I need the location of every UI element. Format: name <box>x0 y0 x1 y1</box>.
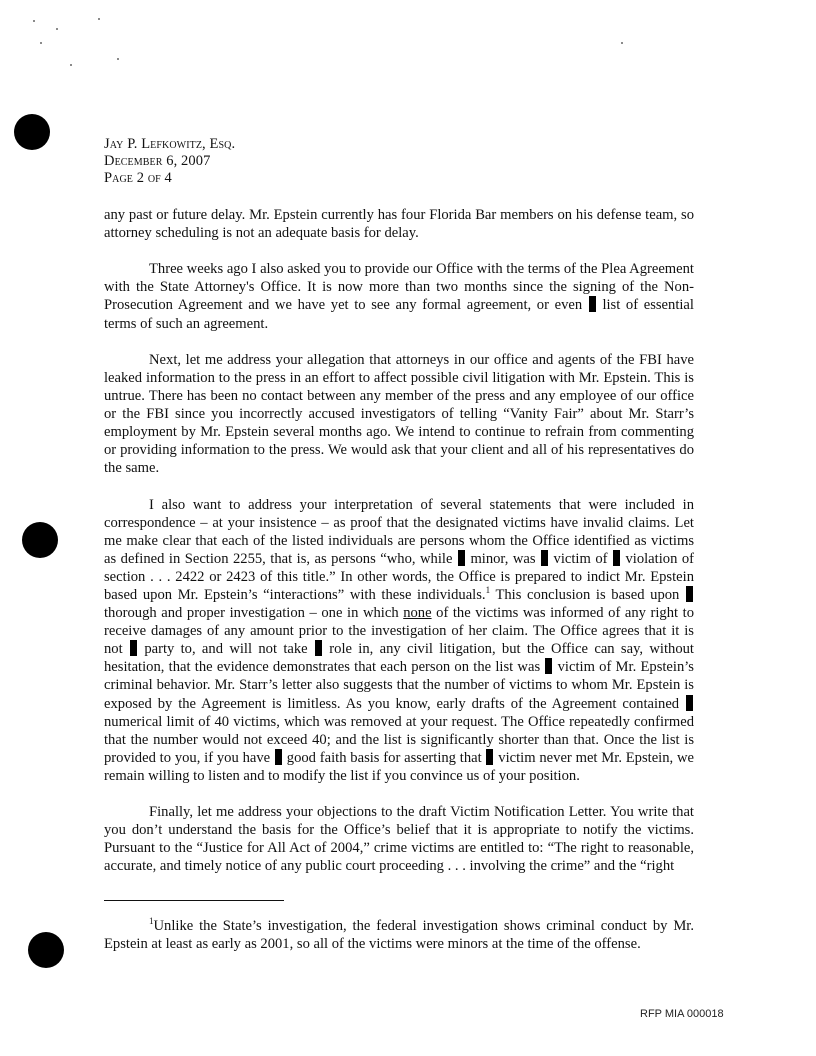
paragraph-3: Next, let me address your allegation that attorneys in our office and agents of the FBI have leaked information to the press in an effort to affect possible civil litigation with Mr. Epstein. This is untrue. There has been no contact between any member of the press and any employee of our office or the FBI since you incorrectly accused investigators of telling “Vanity Fair” about Mr. Starr’s employment by Mr. Epstein several months ago. We intend to continue to refrain from commenting or providing information to the press. We would ask that your client and all of his representatives do the same. <box>104 351 694 477</box>
footnote-marker: 1 <box>149 916 154 927</box>
scan-speck <box>33 20 35 22</box>
footnote <box>104 917 694 953</box>
scan-speck <box>40 42 42 44</box>
paragraph-5: Finally, let me address your objections to the draft Victim Notification Letter. You write that you don’t understand the basis for the Office’s belief that it is appropriate to notify the victims. Pursuant to the “Justice for All Act of 2004,” crime victims are entitled to: “The right to reasonable, accurate, and timely notice of any public court proceeding . . . involving the crime” and the “right <box>104 804 694 875</box>
scan-speck <box>70 64 72 66</box>
redaction-bar <box>545 658 552 674</box>
paragraph-4-text-11: numerical limit of 40 victims, which was removed at your request. The Office repeatedly confirmed that the number would not exceed 40; and the list is significantly shorter than that. Once the list is provided to you, if you have <box>104 713 694 766</box>
paragraph-4-text-4: violation of section . . . 2422 or 2423 of this title.” In other words, the Office is prepared to indict Mr. Epstein based upon Mr. Epstein’s “interactions” with these individuals. <box>104 550 695 603</box>
paragraph-4-text-13: victim never met Mr. Epstein, we remain willing to listen and to modify the list if you convince us of your position. <box>104 749 695 784</box>
footnote-text: Unlike the State’s investigation, the federal investigation shows criminal conduct by Mr. Epstein at least as early as 2001, so all of the victims were minors at the time of the offense. <box>104 918 694 953</box>
paragraph-4-text-5: This conclusion is based upon <box>490 586 680 603</box>
redaction-bar <box>315 640 322 656</box>
paragraph-4-text-12: good faith basis for asserting that <box>286 749 482 766</box>
redaction-bar <box>589 296 596 312</box>
scan-speck <box>98 18 100 20</box>
redaction-bar <box>486 749 493 765</box>
punch-hole-top <box>14 114 50 150</box>
redaction-bar <box>130 640 137 656</box>
bates-number: RFP MIA 000018 <box>640 1008 724 1020</box>
scan-speck <box>56 28 58 30</box>
underlined-none: none <box>403 605 432 622</box>
paragraph-4-text-9: role in, any civil litigation, but the Office can say, without hesitation, that the evidence demonstrates that each person on the list was <box>104 641 694 676</box>
scan-speck <box>621 42 623 44</box>
paragraph-4-text-8: party to, and will not take <box>144 641 308 658</box>
punch-hole-bottom <box>28 932 64 968</box>
scan-speck <box>117 58 119 60</box>
paragraph-2-text-a: Three weeks ago I also asked you to provide our Office with the terms of the Plea Agreement with the State Attorney's Office. It is now more than two months since the signing of the Non-Prosecution Agreement and we have yet to see any formal agreement, or even <box>104 261 694 314</box>
redaction-bar <box>686 695 693 711</box>
letter-date: December 6, 2007 <box>104 153 211 169</box>
letter-body <box>104 206 694 894</box>
page-number: Page 2 of 4 <box>104 170 172 186</box>
paragraph-2-text-b: list of essential terms of such an agreement. <box>104 297 694 332</box>
redaction-bar <box>541 550 548 566</box>
paragraph-4-text-10: victim of Mr. Epstein’s criminal behavior. Mr. Starr’s letter also suggests that the number of victims to whom Mr. Epstein is exposed by the Agreement is limitless. As you know, early drafts of the Agreement contained <box>104 659 694 712</box>
paragraph-4-text-2: minor, was <box>470 550 536 567</box>
addressee: Jay P. Lefkowitz, Esq. <box>104 136 236 152</box>
paragraph-4 <box>104 496 694 786</box>
footnote-reference: 1 <box>485 585 491 596</box>
redaction-bar <box>458 550 465 566</box>
paragraph-4-text-1: I also want to address your interpretation of several statements that were included in correspondence – at your insistence – as proof that the designated victims have invalid claims. Let me make clear that each of the listed individuals are persons whom the Office identified as victims as defined in Section 2255, that is, as persons “who, while <box>104 496 694 567</box>
punch-hole-middle <box>22 522 58 558</box>
letter-header <box>104 136 235 187</box>
paragraph-1: any past or future delay. Mr. Epstein currently has four Florida Bar members on his defense team, so attorney scheduling is not an adequate basis for delay. <box>104 207 694 242</box>
paragraph-2 <box>104 260 694 332</box>
footnote-divider <box>104 900 284 901</box>
paragraph-4-text-6: thorough and proper investigation – one in which <box>104 605 399 622</box>
paragraph-4-text-7: of the victims was informed of any right to receive damages of any amount prior to the investigation of her claim. The Office agrees that it is not <box>104 605 694 658</box>
redaction-bar <box>686 586 693 602</box>
redaction-bar <box>275 749 282 765</box>
paragraph-4-text-3: victim of <box>553 550 608 567</box>
redaction-bar <box>613 550 620 566</box>
